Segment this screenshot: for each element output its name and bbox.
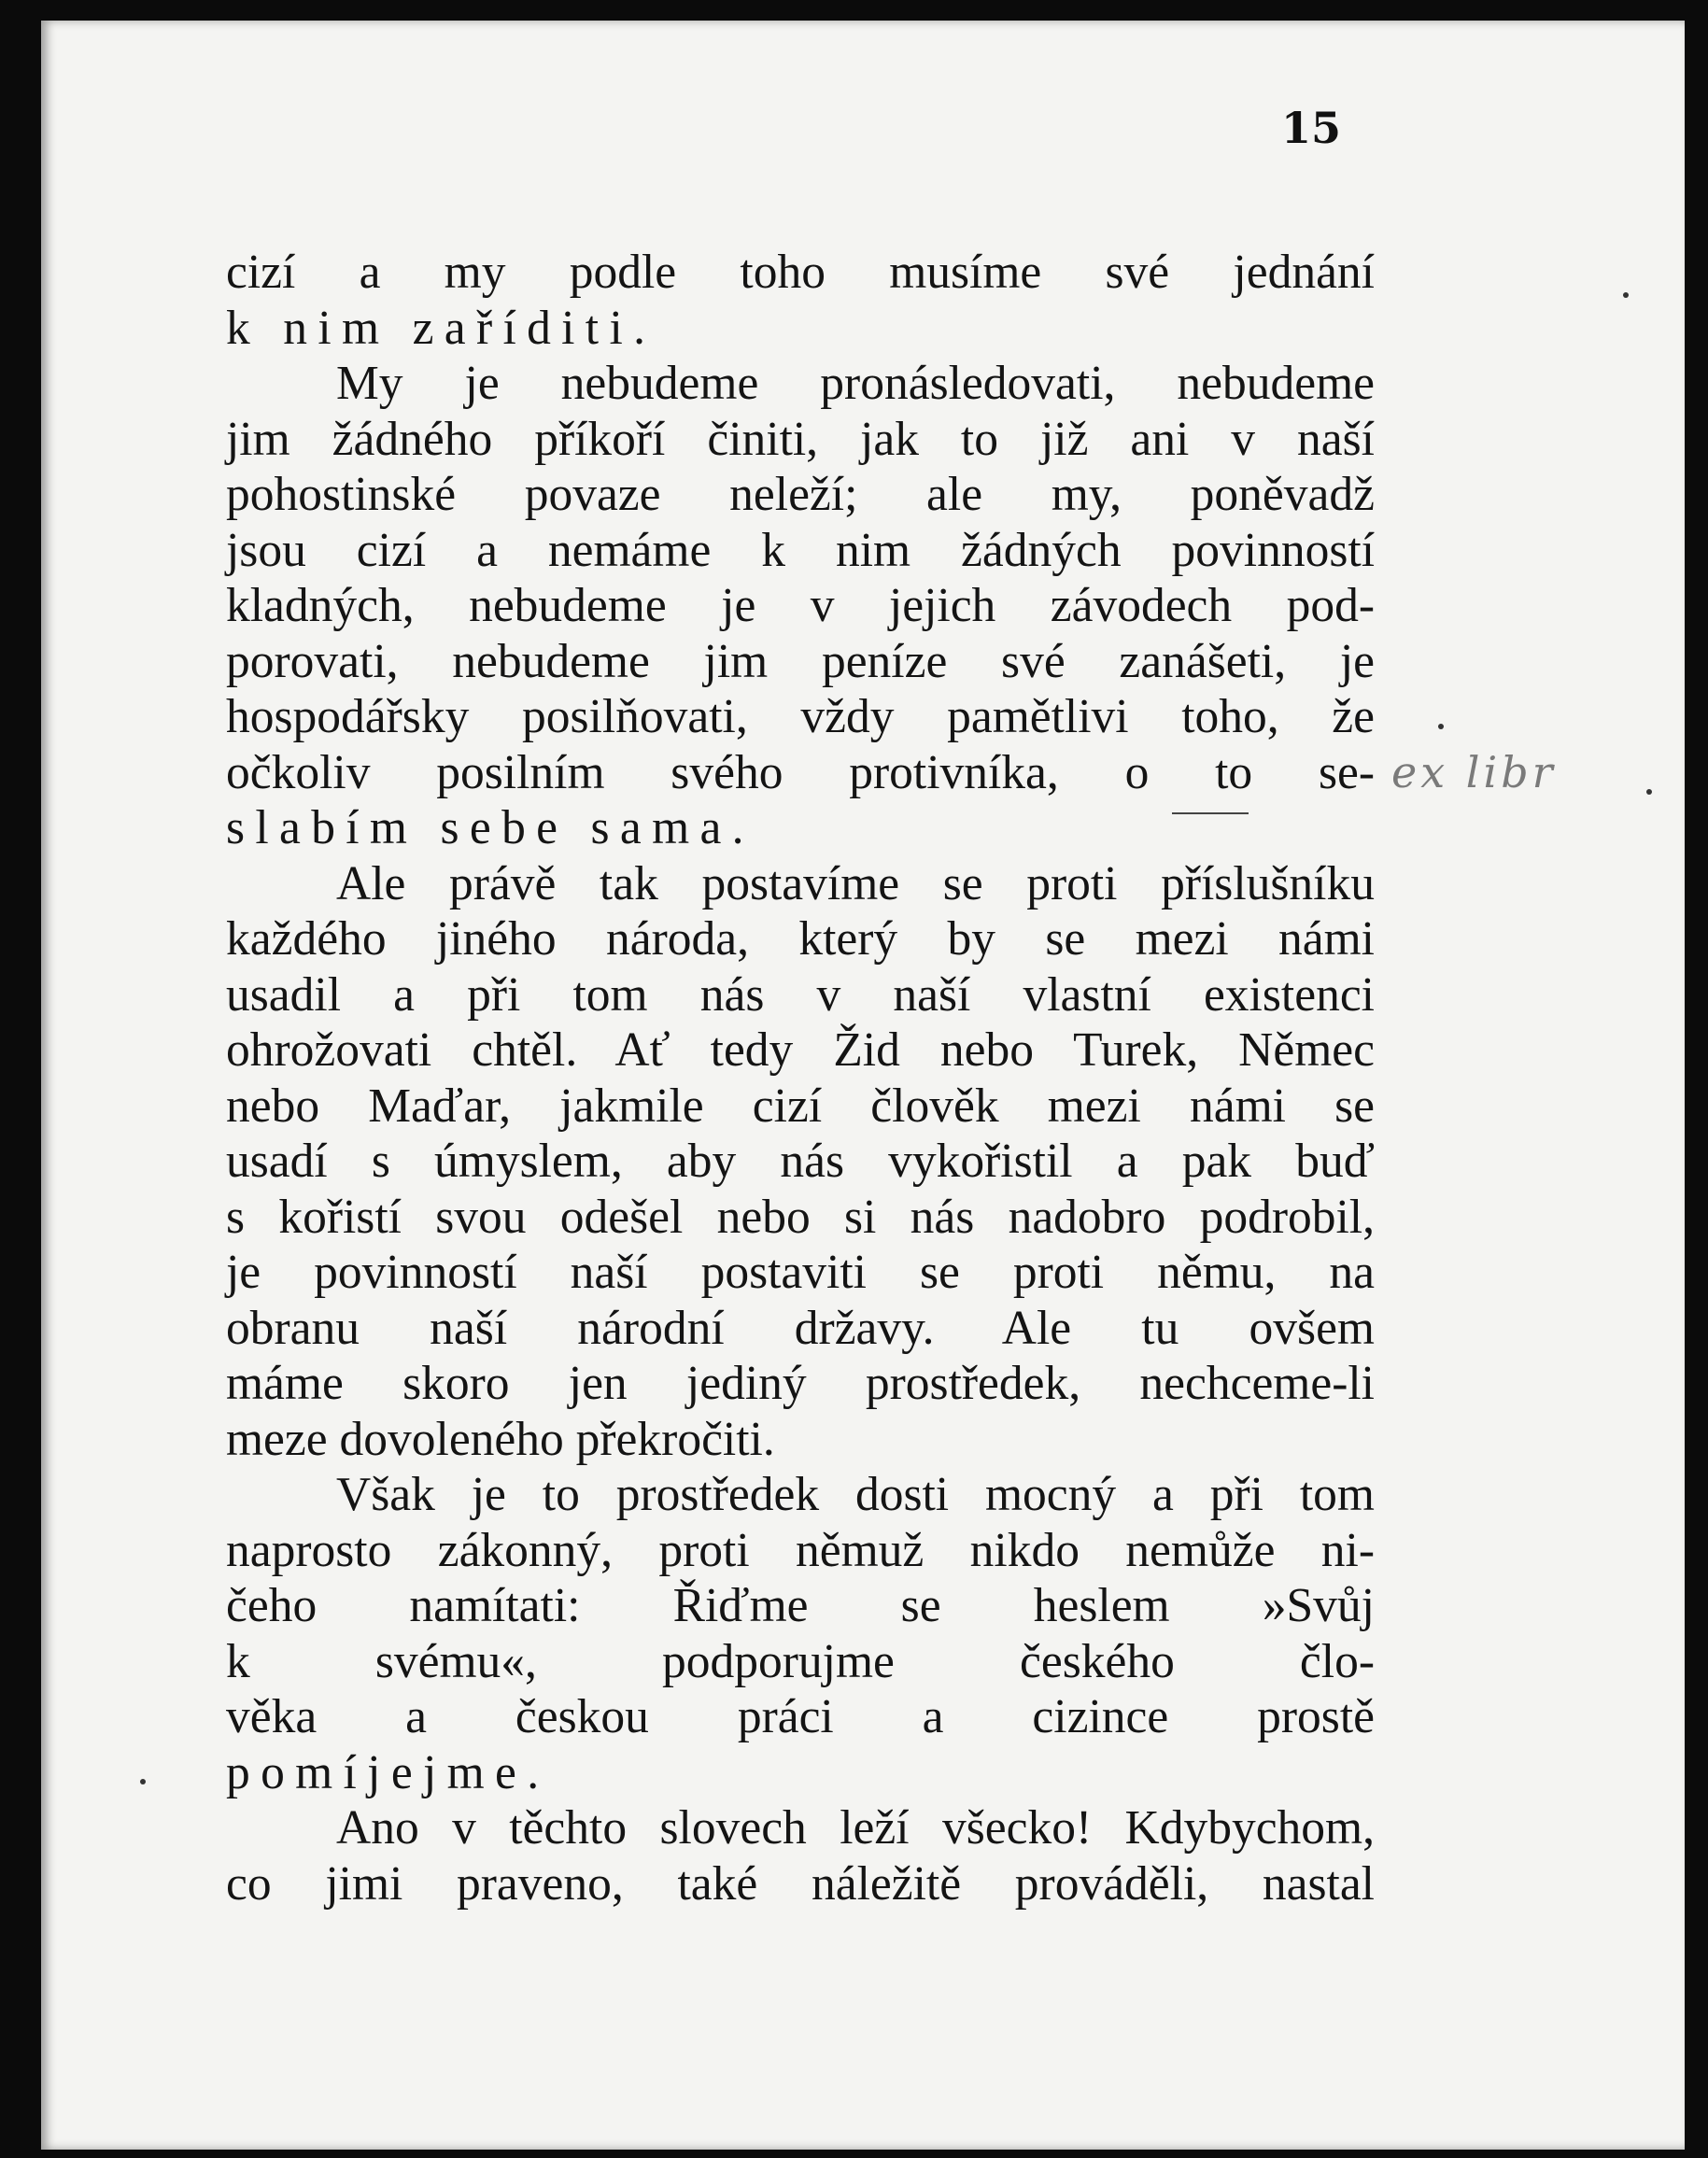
text-line: slabím sebe sama. (226, 801, 755, 854)
page-number: 15 (1281, 103, 1342, 153)
text-line: pohostinské povaze neleží; ale my, poněvadž (226, 468, 1375, 521)
margin-handwritten-note: ex libr (1391, 747, 1557, 797)
pencil-underline (1172, 812, 1249, 814)
text-line: každého jiného národa, který by se mezi námi (226, 912, 1375, 966)
text-line: kladných, nebudeme je v jejich závodech pod- (226, 579, 1375, 632)
text-line: usadí s úmyslem, aby nás vykořistil a pak buď (226, 1135, 1375, 1188)
text-line: k nim zaříditi. (226, 301, 656, 355)
text-line: hospodářsky posilňovati, vždy pamětlivi toho, že (226, 690, 1375, 743)
text-line: usadil a při tom nás v naší vlastní existenci (226, 967, 1375, 1022)
text-line: čeho namítati: Řiďme se heslem »Svůj (226, 1579, 1375, 1632)
text-line: jim žádného příkoří činiti, jak to již ani v naší (226, 412, 1375, 466)
text-line: Ano v těchto slovech leží všecko! Kdybychom, (336, 1801, 1375, 1855)
text-line: porovati, nebudeme jim peníze své zanášeti, je (226, 634, 1375, 688)
speck-mark (1623, 292, 1629, 298)
text-line: Ale právě tak postavíme se proti příslušníku (336, 856, 1375, 910)
speck-mark (1646, 789, 1652, 795)
text-line: máme skoro jen jediný prostředek, nechceme-li (226, 1357, 1375, 1410)
text-line: obranu naší národní državy. Ale tu ovšem (226, 1301, 1375, 1355)
text-line: k svému«, podporujme českého člo- (226, 1634, 1375, 1688)
body-text (226, 245, 1375, 1911)
text-line: naprosto zákonný, proti němuž nikdo nemůže ni- (226, 1523, 1375, 1577)
text-line: je povinností naší postaviti se proti němu, na (226, 1246, 1375, 1299)
speck-mark (1438, 724, 1444, 729)
text-line: nebo Maďar, jakmile cizí člověk mezi námi se (226, 1079, 1375, 1133)
text-line: meze dovoleného překročiti. (226, 1412, 775, 1466)
text-line: s kořistí svou odešel nebo si nás nadobro podrobil, (226, 1190, 1375, 1244)
scan-left-edge (0, 0, 41, 2158)
text-line: pomíjejme. (226, 1745, 550, 1799)
text-line: jsou cizí a nemáme k nim žádných povinností (226, 523, 1375, 577)
text-line: My je nebudeme pronásledovati, nebudeme (336, 357, 1375, 410)
speck-mark (140, 1779, 146, 1784)
text-line: věka a českou práci a cizince prostě (226, 1690, 1375, 1743)
text-line: ohrožovati chtěl. Ať tedy Žid nebo Turek, Němec (226, 1023, 1375, 1077)
text-line: očkoliv posilním svého protivníka, o to se- (226, 745, 1375, 799)
text-line: Však je to prostředek dosti mocný a při tom (336, 1468, 1375, 1521)
text-line: cizí a my podle toho musíme své jednání (226, 246, 1375, 299)
text-line: co jimi praveno, také náležitě prováděli, nastal (226, 1856, 1375, 1911)
